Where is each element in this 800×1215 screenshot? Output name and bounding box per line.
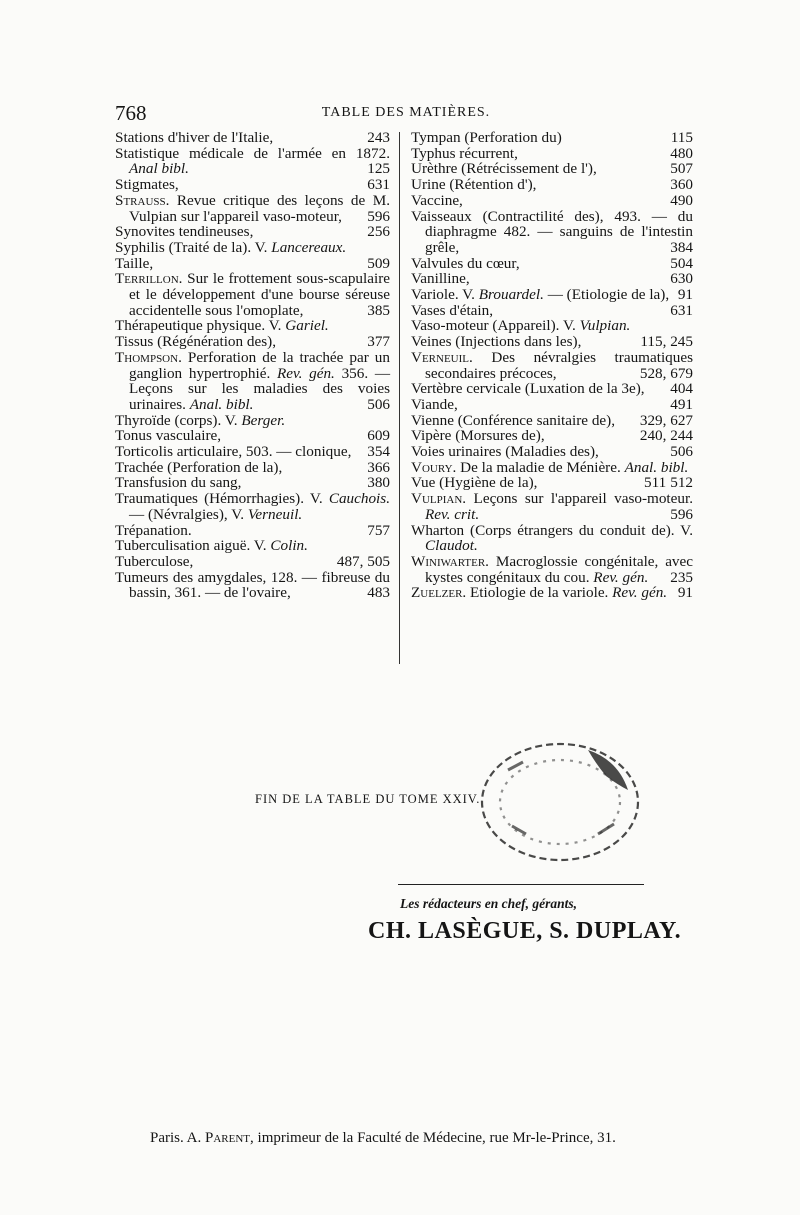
entry-text: Tissus (Régénération des), [115, 333, 277, 351]
index-entry [411, 318, 693, 334]
entry-page-ref: 115 [670, 129, 693, 146]
index-column-left [115, 130, 390, 601]
entry-text: Vertèbre cervicale (Luxation de la 3e), [411, 380, 645, 398]
column-divider [399, 132, 400, 664]
entry-name: Vulpian. [411, 490, 467, 508]
entry-text: Voies urinaires (Maladies des), [411, 443, 599, 461]
entry-page-ref: 511 [644, 474, 667, 492]
entry-page-ref: 509 [367, 254, 390, 272]
entry-text: Tympan (Perforation du) [411, 129, 562, 146]
entry-text: 356. — Leçons sur les maladies des voies urinaires. [129, 364, 391, 413]
entry-name: Zuelzer. [411, 584, 467, 602]
entry-page-ref: 404 [670, 380, 693, 398]
entry-text: Statistique médicale de l'armée en 1872. [115, 144, 390, 162]
index-entry [411, 209, 693, 256]
entry-italic: Rev. crit. [425, 505, 480, 523]
entry-page-ref: 596 [367, 207, 390, 225]
entry-text: Viande, [411, 395, 458, 413]
entry-text: Stations d'hiver de l'Italie, [115, 129, 274, 146]
entry-page-ref: 360 [670, 176, 693, 194]
entry-italic: Colin. [270, 537, 308, 555]
entry-page-ref: 596 [670, 505, 693, 523]
entry-page-ref: 385 [367, 301, 390, 319]
entry-text: Torticolis articulaire, 503. — clonique, [115, 443, 352, 461]
entry-text: Valvules du cœur, [411, 254, 520, 272]
index-entry [411, 161, 693, 177]
entry-text: Urèthre (Rétrécissement de l'), [411, 160, 597, 178]
entry-italic: Cauchois. [328, 490, 390, 508]
editors-label: Les rédacteurs en chef, gérants, [400, 896, 577, 911]
entry-page-ref: 480 [670, 144, 693, 162]
entry-page-ref: 91 [677, 286, 693, 304]
signature-rule [398, 884, 644, 885]
index-entry [411, 287, 693, 303]
entry-italic: Rev. gén. [612, 584, 668, 602]
entry-page-ref: 631 [670, 301, 693, 319]
index-entry [115, 350, 390, 413]
entry-italic: Vulpian. [579, 317, 631, 335]
index-entry [411, 130, 693, 146]
entry-text: Sur le frottement sous-scapulaire et le développement d'une bourse séreuse accidentelle sous l'omoplate, [129, 270, 390, 319]
index-entry [411, 381, 693, 397]
index-entry [115, 491, 390, 522]
index-entry [115, 130, 390, 146]
index-entry [115, 193, 390, 224]
entry-italic: Anal. bibl. [189, 395, 254, 413]
entry-text: Variole. V. [411, 286, 475, 304]
entry-text: Syphilis (Traité de la). V. [115, 238, 268, 256]
entry-page-ref: 380 [367, 474, 390, 492]
entry-text: Tonus vasculaire, [115, 427, 222, 445]
index-entry [115, 271, 390, 318]
entry-page-ref: 329, 627 [639, 411, 693, 429]
entry-page-ref: 240, 244 [639, 427, 693, 445]
entry-page-ref: 512 [670, 474, 693, 492]
index-entry [411, 523, 693, 554]
entry-text: Vue (Hygiène de la), [411, 474, 538, 492]
entry-page-ref: 354 [367, 443, 390, 461]
entry-text: Stigmates, [115, 176, 179, 194]
index-entry [411, 303, 693, 319]
entry-page-ref: 630 [670, 270, 693, 288]
entry-text: Des névralgies traumatiques secondaires précoces, [425, 348, 694, 382]
index-entry [411, 554, 693, 585]
entry-text: De la maladie de Ménière. [460, 458, 621, 476]
entry-text: Thyroïde (corps). V. [115, 411, 238, 429]
entry-name: Thompson. [115, 348, 182, 366]
entry-page-ref: 366 [367, 458, 390, 476]
entry-italic: Rev. gén. [276, 364, 335, 382]
entry-page-ref: 125 [367, 160, 390, 178]
entry-text: Transfusion du sang, [115, 474, 242, 492]
index-column-right [411, 130, 693, 601]
index-entry [411, 271, 693, 287]
page-number: 768 [115, 101, 147, 125]
imprint-printer: Parent, [205, 1130, 254, 1146]
entry-text: Traumatiques (Hémorrhagies). V. [115, 490, 323, 508]
entry-text: Tuberculose, [115, 552, 194, 570]
entry-text: Vanilline, [411, 270, 470, 288]
entry-italic: Gariel. [285, 317, 329, 335]
imprint-prefix: Paris. A. [150, 1130, 202, 1146]
entry-text: Tuberculisation aiguë. V. [115, 537, 267, 555]
entry-page-ref: 504 [670, 254, 693, 272]
entry-name: Voury. [411, 458, 457, 476]
index-entry [411, 146, 693, 162]
index-entry [411, 334, 693, 350]
entry-text: — (Névralgies), V. [129, 505, 245, 523]
entry-text: Trépanation. [115, 521, 192, 539]
entry-text: Revue critique des leçons de M. Vulpian sur l'appareil vaso-moteur, [129, 191, 390, 225]
index-entry [411, 397, 693, 413]
entry-italic: Anal bibl. [129, 160, 189, 178]
entry-page-ref: 757 [367, 521, 390, 539]
index-entry [115, 413, 390, 429]
entry-page-ref: 256 [367, 223, 390, 241]
index-entry [115, 240, 390, 256]
running-title: TABLE DES MATIÈRES. [321, 105, 491, 120]
entry-italic: Claudot. [425, 537, 478, 555]
index-entry [411, 491, 693, 522]
index-entry [115, 444, 390, 460]
index-entry [115, 256, 390, 272]
index-entry [115, 460, 390, 476]
index-entry [411, 413, 693, 429]
entry-page-ref: 609 [367, 427, 390, 445]
entry-page-ref: 483 [367, 584, 390, 602]
entry-text: Thérapeutique physique. V. [115, 317, 282, 335]
index-entry [411, 444, 693, 460]
entry-page-ref: 115, 245 [640, 333, 693, 351]
entry-page-ref: 506 [367, 395, 390, 413]
entry-text: Macroglossie congénitale, avec kystes congénitaux du cou. [425, 552, 694, 586]
entry-text: Vienne (Conférence sanitaire de), [411, 411, 616, 429]
entry-text: — (Etiologie de la), [547, 286, 670, 304]
entry-text: Typhus récurrent, [411, 144, 518, 162]
entry-text: Wharton (Corps étrangers du conduit de). V. [411, 521, 693, 539]
index-entry [115, 428, 390, 444]
entry-italic: Brouardel. [478, 286, 544, 304]
entry-text: Taille, [115, 254, 154, 272]
entry-page-ref: 631 [367, 176, 390, 194]
imprint-rest: imprimeur de la Faculté de Médecine, rue Mr-le-Prince, 31. [257, 1130, 616, 1146]
library-stamp [468, 730, 646, 870]
entry-name: Winiwarter. [411, 552, 489, 570]
entry-name: Terrillon. [115, 270, 183, 288]
entry-text: Vaso-moteur (Appareil). V. [411, 317, 576, 335]
index-entry [115, 318, 390, 334]
entry-text: Vases d'étain, [411, 301, 494, 319]
index-entry [115, 523, 390, 539]
entry-text: Urine (Rétention d'), [411, 176, 537, 194]
running-head [115, 101, 697, 127]
editors-names: CH. LASÈGUE, S. DUPLAY. [368, 918, 682, 944]
entry-page-ref: 506 [670, 443, 693, 461]
entry-text: Tumeurs des amygdales, 128. — fibreuse du bassin, 361. — de l'ovaire, [115, 568, 390, 602]
entry-italic: Verneuil. [247, 505, 303, 523]
entry-text: Trachée (Perforation de la), [115, 458, 283, 476]
entry-text: Leçons sur l'appareil vaso-moteur. [473, 490, 694, 508]
index-entry [115, 177, 390, 193]
index-entry [411, 256, 693, 272]
entry-text: Synovites tendineuses, [115, 223, 254, 241]
entry-page-ref: 491 [670, 395, 693, 413]
entry-page-ref: 235 [670, 568, 693, 586]
index-entry [115, 146, 390, 177]
index-entry [115, 538, 390, 554]
entry-text: Etiologie de la variole. [470, 584, 609, 602]
entry-italic: Anal. bibl. [624, 458, 689, 476]
index-entry [115, 334, 390, 350]
index-entry [115, 224, 390, 240]
index-entry [411, 585, 693, 601]
entry-italic: Rev. gén. [593, 568, 649, 586]
index-entry [411, 475, 693, 491]
index-entry [411, 177, 693, 193]
entry-italic: Lancereaux. [271, 238, 347, 256]
entry-text: Vipère (Morsures de), [411, 427, 545, 445]
index-entry [411, 193, 693, 209]
entry-text: Vaccine, [411, 191, 463, 209]
index-entry [115, 570, 390, 601]
entry-name: Verneuil. [411, 348, 473, 366]
index-entry [115, 475, 390, 491]
index-entry [115, 554, 390, 570]
entry-text: Veines (Injections dans les), [411, 333, 582, 351]
entry-page-ref: 487, 505 [336, 552, 390, 570]
entry-italic: Berger. [241, 411, 286, 429]
index-entry [411, 350, 693, 381]
end-of-table-note: FIN DE LA TABLE DU TOME XXIV. [255, 792, 481, 806]
entry-page-ref: 243 [367, 129, 390, 146]
entry-page-ref: 384 [670, 238, 693, 256]
entry-page-ref: 507 [670, 160, 693, 178]
entry-text: Perforation de la trachée par un ganglion hypertrophié. [129, 348, 390, 382]
entry-page-ref: 490 [670, 191, 693, 209]
entry-page-ref: 377 [367, 333, 390, 351]
entry-name: Strauss. [115, 191, 170, 209]
entry-text: Vaisseaux (Contractilité des), 493. — du diaphragme 482. — sanguins de l'intestin grêle, [411, 207, 693, 256]
entry-page-ref: 528, 679 [639, 364, 693, 382]
printer-imprint [150, 1130, 616, 1147]
index-entry [411, 428, 693, 444]
entry-page-ref: 91 [677, 584, 693, 602]
